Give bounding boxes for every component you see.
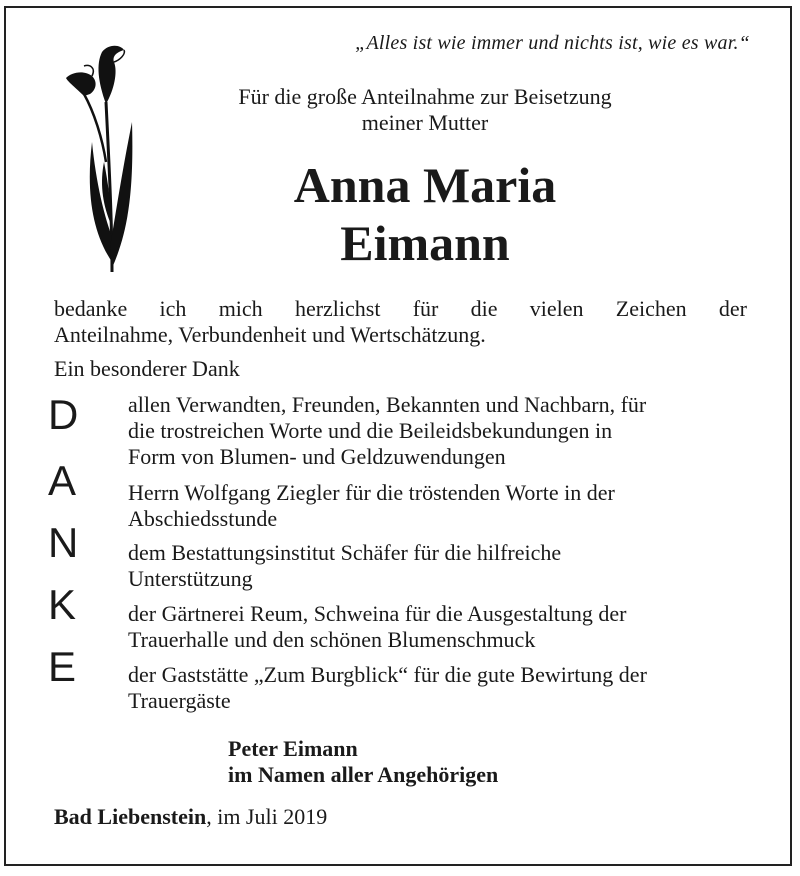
deceased-surname: Eimann [340,215,510,271]
gratitude-line-1: bedanke ich mich herzlichst für die vielen Zeichen der [54,296,747,321]
thanks-item-speaker [128,480,753,532]
danke-letter-a: A [48,457,77,504]
danke-letter-n: N [48,519,79,566]
deceased-first-names: Anna Maria [293,157,557,213]
intro-line-2: meiner Mutter [361,110,489,135]
thanks-line: allen Verwandten, Freunden, Bekannten und Nachbarn, für [128,392,647,417]
danke-letter-e: E [48,643,77,690]
special-thanks-intro: Ein besonderer Dank [54,356,240,381]
signature-block [228,736,498,788]
gratitude-line-2: Anteilnahme, Verbundenheit und Wertschätzung. [54,322,486,347]
thanks-line: die trostreichen Worte und die Beileidsbekundungen in [128,418,613,443]
thanks-item-relatives [128,392,753,470]
thanks-line: Abschiedsstunde [128,506,278,531]
motto-quote: „Alles ist wie immer und nichts ist, wie es war.“ [355,32,750,54]
thanks-line: Trauerhalle und den schönen Blumenschmuck [128,627,536,652]
thanks-item-nursery [128,601,753,653]
gratitude-paragraph [54,296,747,348]
place-date: , im Juli 2019 [206,804,328,829]
thanks-item-restaurant [128,662,753,714]
intro-line-1: Für die große Anteilnahme zur Beisetzung [238,84,612,109]
danke-letter-d: D [48,391,79,438]
thanks-line: Herrn Wolfgang Ziegler für die tröstenden Worte in der [128,480,615,505]
thanks-line: Form von Blumen- und Geldzuwendungen [128,444,506,469]
place-and-date [54,804,327,830]
place-town: Bad Liebenstein [54,804,207,829]
thanks-item-funeral-home [128,540,753,592]
intro-text [220,84,630,136]
thanks-line: der Gaststätte „Zum Burgblick“ für die gute Bewirtung der [128,662,647,687]
signature-name: Peter Eimann [228,736,358,761]
thanks-line: der Gärtnerei Reum, Schweina für die Ausgestaltung der [128,601,627,626]
thanks-line: Trauergäste [128,688,231,713]
danke-letter-k: K [48,581,77,628]
deceased-name [200,156,650,272]
thanks-line: Unterstützung [128,566,253,591]
signature-on-behalf: im Namen aller Angehörigen [228,762,499,787]
thanks-line: dem Bestattungsinstitut Schäfer für die hilfreiche [128,540,562,565]
calla-lily-icon [62,42,152,278]
